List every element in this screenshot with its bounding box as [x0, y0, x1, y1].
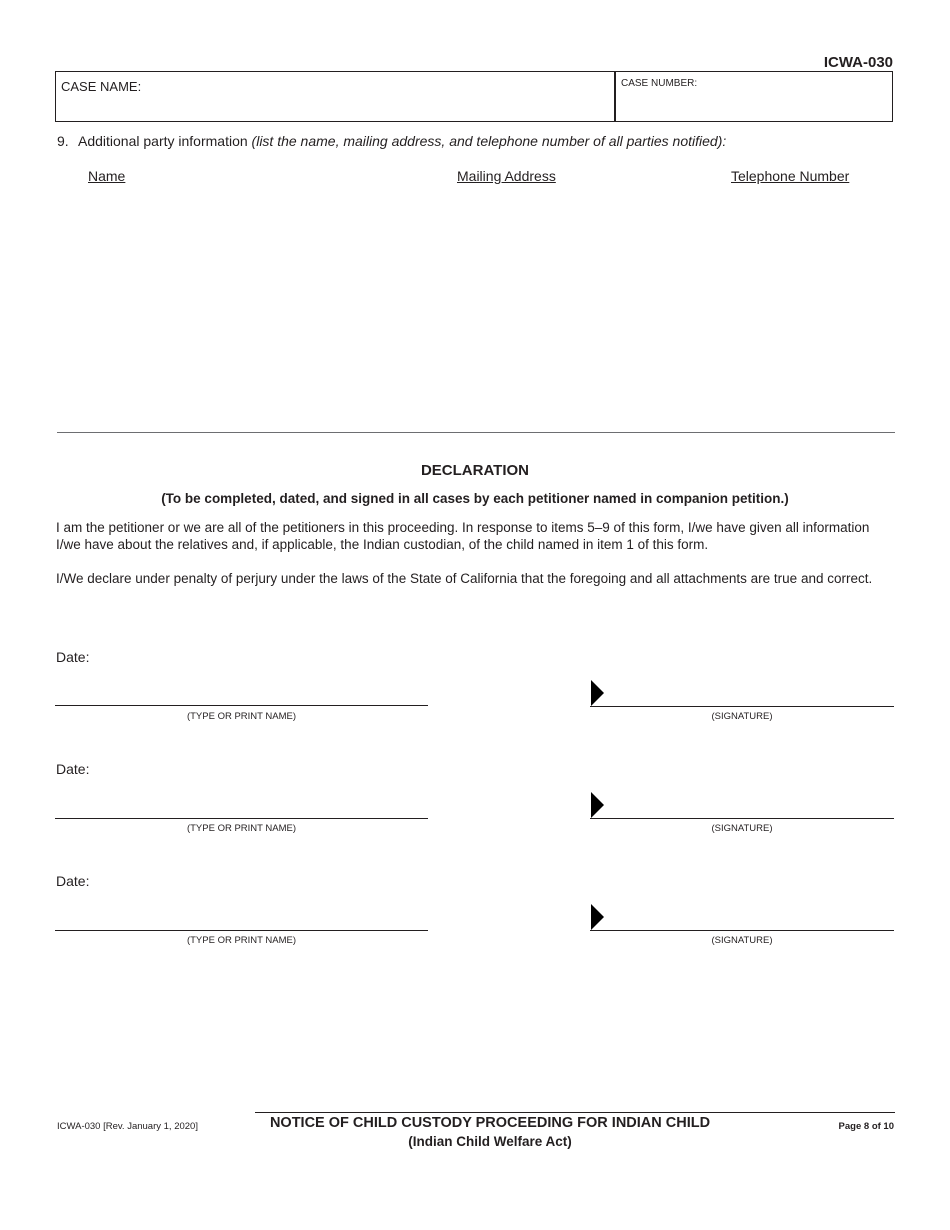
footer-subtitle: (Indian Child Welfare Act) — [408, 1134, 572, 1149]
print-name-caption: (TYPE OR PRINT NAME) — [186, 711, 297, 722]
item-9-text: Additional party information — [78, 133, 252, 149]
print-name-line[interactable] — [55, 705, 428, 706]
declaration-subtitle: (To be completed, dated, and signed in all cases by each petitioner named in companion petition.) — [161, 491, 789, 506]
footer-revision: ICWA-030 [Rev. January 1, 2020] — [57, 1121, 198, 1132]
case-header-box — [55, 71, 893, 122]
column-header-telephone: Telephone Number — [731, 168, 850, 184]
signature-arrow-icon — [591, 680, 604, 706]
declaration-paragraph-1: I am the petitioner or we are all of the petitioners in this proceeding. In response to items 5–9 of this form, I/we have given all information I/we have about the relatives and, if applicable, the Indian custodian, of the child named in item 1 of this form. — [56, 520, 870, 552]
item-9-number: 9. — [57, 133, 69, 149]
footer-divider — [255, 1112, 895, 1113]
signature-caption: (SIGNATURE) — [711, 711, 773, 722]
print-name-caption: (TYPE OR PRINT NAME) — [186, 935, 297, 946]
case-name-label: CASE NAME: — [61, 79, 142, 94]
signature-caption: (SIGNATURE) — [711, 823, 773, 834]
case-divider — [614, 72, 616, 121]
date-label: Date: — [56, 873, 90, 889]
column-header-mailing-address: Mailing Address — [457, 168, 556, 184]
item-9 — [57, 133, 726, 149]
date-label: Date: — [56, 761, 90, 777]
item-9-instructions: (list the name, mailing address, and telephone number of all parties notified): — [251, 133, 727, 149]
column-header-name: Name — [88, 168, 126, 184]
case-number-label: CASE NUMBER: — [621, 78, 698, 89]
declaration-title: DECLARATION — [420, 462, 530, 479]
form-id: ICWA-030 — [823, 54, 893, 71]
signature-arrow-icon — [591, 904, 604, 930]
print-name-line[interactable] — [55, 818, 428, 819]
signature-line[interactable] — [590, 930, 894, 931]
section-divider — [57, 432, 895, 433]
signature-line[interactable] — [590, 706, 894, 707]
footer-title: NOTICE OF CHILD CUSTODY PROCEEDING FOR INDIAN CHILD — [269, 1115, 711, 1131]
print-name-line[interactable] — [55, 930, 428, 931]
print-name-caption: (TYPE OR PRINT NAME) — [186, 823, 297, 834]
signature-line[interactable] — [590, 818, 894, 819]
date-label: Date: — [56, 649, 90, 665]
signature-caption: (SIGNATURE) — [711, 935, 773, 946]
page-number: Page 8 of 10 — [838, 1121, 894, 1132]
signature-arrow-icon — [591, 792, 604, 818]
declaration-paragraph-2: I/We declare under penalty of perjury under the laws of the State of California that the foregoing and all attachments are true and correct. — [56, 571, 873, 586]
